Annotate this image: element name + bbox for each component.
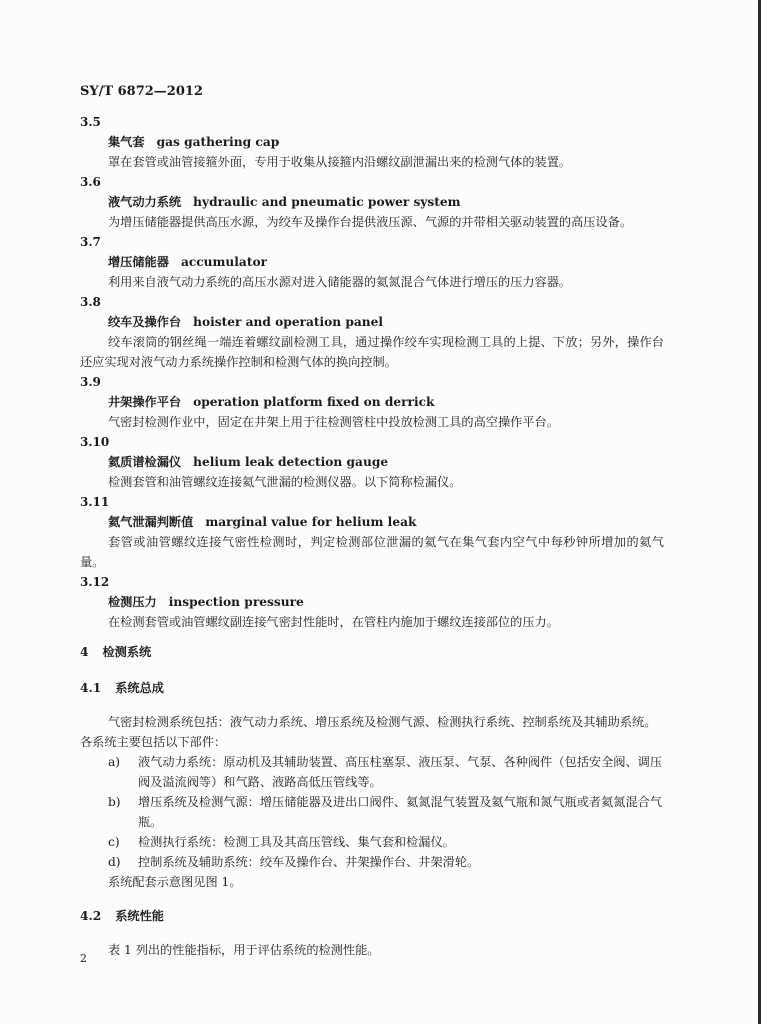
term-definition: 套管或油管螺纹连接气密性检测时，判定检测部位泄漏的氦气在集气套内空气中每秒钟所增加的氦气量。 — [80, 535, 664, 569]
term-definition: 检测套管和油管螺纹连接氦气泄漏的检测仪器。以下简称检漏仪。 — [108, 475, 462, 489]
term-title — [80, 312, 664, 332]
term-english: hydraulic and pneumatic power system — [193, 195, 461, 209]
term-entry-3-6 — [80, 172, 664, 232]
term-definition: 绞车滚筒的钢丝绳一端连着螺纹副检测工具，通过操作绞车实现检测工具的上提、下放；另外，操作台还应实现对液气动力系统操作控制和检测气体的换向控制。 — [80, 335, 664, 369]
term-number: 3.8 — [80, 295, 101, 309]
term-entry-3-9 — [80, 372, 664, 432]
term-title — [80, 452, 664, 472]
term-english: operation platform fixed on derrick — [193, 395, 435, 409]
term-definition: 为增压储能器提供高压水源，为绞车及操作台提供液压源、气源的并带相关驱动装置的高压设备。 — [108, 215, 633, 229]
term-chinese: 增压储能器 — [108, 255, 169, 269]
list-item — [108, 752, 664, 792]
section-4-2-heading — [80, 906, 664, 926]
page-number: 2 — [80, 952, 87, 965]
system-intro-paragraph: 气密封检测系统包括：液气动力系统、增压系统及检测气源、检测执行系统、控制系统及其辅助系统。各系统主要包括以下部件： — [80, 715, 657, 749]
subsection-title: 系统总成 — [115, 681, 164, 695]
term-chinese: 检测压力 — [108, 595, 157, 609]
list-item-text: 控制系统及辅助系统：绞车及操作台、井架操作台、井架滑轮。 — [138, 855, 480, 869]
term-entry-3-10 — [80, 432, 664, 492]
section-title: 检测系统 — [102, 645, 152, 659]
term-entry-3-12 — [80, 572, 664, 632]
term-chinese: 氦气泄漏判断值 — [108, 515, 194, 529]
term-chinese: 液气动力系统 — [108, 195, 182, 209]
subsection-number: 4.2 — [80, 909, 102, 923]
list-marker: b) — [108, 795, 121, 809]
term-definition: 利用来自液气动力系统的高压水源对进入储能器的氦氮混合气体进行增压的压力容器。 — [108, 275, 572, 289]
list-item — [108, 852, 664, 872]
term-english: hoister and operation panel — [193, 315, 384, 329]
list-item — [108, 832, 664, 852]
figure-reference: 系统配套示意图见图 1。 — [108, 875, 242, 889]
term-english: marginal value for helium leak — [205, 515, 417, 529]
subsection-number: 4.1 — [80, 681, 102, 695]
term-chinese: 绞车及操作台 — [108, 315, 182, 329]
term-english: inspection pressure — [168, 595, 304, 609]
term-english: gas gathering cap — [156, 135, 280, 149]
term-definition: 罩在套管或油管接箍外面，专用于收集从接箍内沿螺纹副泄漏出来的检测气体的装置。 — [108, 155, 572, 169]
term-entry-3-8 — [80, 292, 664, 372]
term-number: 3.6 — [80, 175, 101, 189]
term-number: 3.11 — [80, 495, 110, 509]
term-chinese: 集气套 — [108, 135, 145, 149]
term-english: helium leak detection gauge — [193, 455, 389, 469]
list-marker: a) — [108, 755, 121, 769]
term-entry-3-11 — [80, 492, 664, 572]
term-chinese: 氦质谱检漏仪 — [108, 455, 182, 469]
term-title — [80, 192, 664, 212]
term-number: 3.10 — [80, 435, 110, 449]
term-title — [80, 512, 664, 532]
section-4-1-heading — [80, 678, 664, 698]
performance-paragraph: 表 1 列出的性能指标，用于评估系统的检测性能。 — [108, 943, 380, 957]
list-marker: d) — [108, 855, 121, 869]
term-entry-3-7 — [80, 232, 664, 292]
list-item — [108, 792, 664, 832]
section-number: 4 — [80, 645, 89, 659]
term-number: 3.12 — [80, 575, 110, 589]
term-number: 3.5 — [80, 115, 101, 129]
subsection-title: 系统性能 — [115, 909, 164, 923]
list-item-text: 检测执行系统：检测工具及其高压管线、集气套和检漏仪。 — [138, 835, 455, 849]
term-title — [80, 132, 664, 152]
term-chinese: 井架操作平台 — [108, 395, 182, 409]
term-number: 3.9 — [80, 375, 101, 389]
term-number: 3.7 — [80, 235, 101, 249]
list-item-text: 增压系统及检测气源：增压储能器及进出口阀件、氦氮混气装置及氦气瓶和氮气瓶或者氦氮混合气瓶。 — [138, 795, 663, 829]
term-title — [80, 592, 664, 612]
term-definition: 在检测套管或油管螺纹副连接气密封性能时，在管柱内施加于螺纹连接部位的压力。 — [108, 615, 559, 629]
term-definition: 气密封检测作业中，固定在井架上用于往检测管柱中投放检测工具的高空操作平台。 — [108, 415, 559, 429]
term-entry-3-5 — [80, 112, 664, 172]
list-marker: c) — [108, 835, 120, 849]
term-title — [80, 392, 664, 412]
term-title — [80, 252, 664, 272]
list-item-text: 液气动力系统：原动机及其辅助装置、高压柱塞泵、液压泵、气泵、各种阀件（包括安全阀、调压阀及溢流阀等）和气路、液路高低压管线等。 — [138, 755, 663, 789]
term-english: accumulator — [180, 255, 267, 269]
standard-code-header: SY/T 6872—2012 — [80, 84, 203, 99]
section-4-heading — [80, 642, 664, 664]
system-components-list — [80, 752, 664, 872]
page-content — [80, 112, 664, 960]
